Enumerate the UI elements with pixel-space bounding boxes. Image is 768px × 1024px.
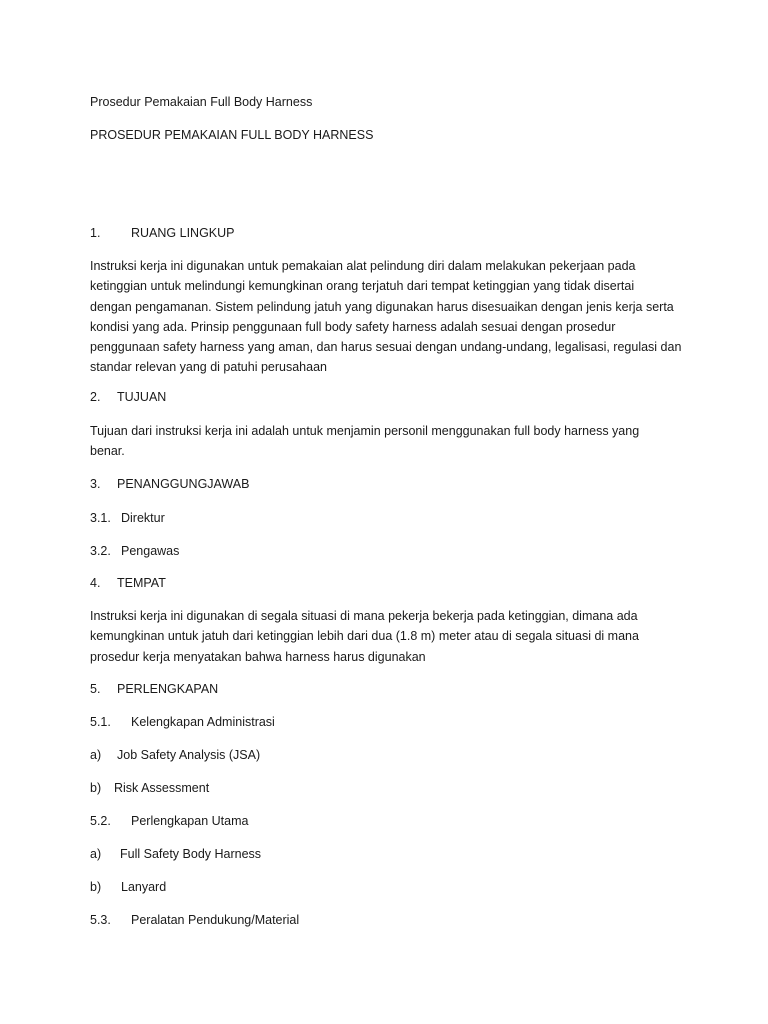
section-label: Perlengkapan Utama <box>131 814 249 828</box>
paragraph-line: Tujuan dari instruksi kerja ini adalah untuk menjamin personil menggunakan full body harness yang <box>90 424 640 438</box>
paragraph-line: standar relevan yang di patuhi perusahaan <box>90 360 327 375</box>
subsection-5-1 <box>90 712 275 732</box>
section-label: Pengawas <box>121 544 180 558</box>
section-number: 4. <box>90 576 101 590</box>
list-marker: b) <box>90 781 102 795</box>
list-marker: b) <box>90 880 102 894</box>
section-label: Direktur <box>121 511 165 525</box>
section-number: 5.2. <box>90 814 111 828</box>
section-4-paragraph <box>90 606 690 667</box>
list-item-label: Lanyard <box>121 880 167 894</box>
list-marker: a) <box>90 847 102 861</box>
section-label: RUANG LINGKUP <box>131 226 235 240</box>
document-heading: PROSEDUR PEMAKAIAN FULL BODY HARNESS <box>90 128 374 142</box>
subsection-5-3 <box>90 910 299 930</box>
list-item-5-1-a <box>90 745 260 765</box>
section-label: PERLENGKAPAN <box>117 682 219 696</box>
section-number: 3.1. <box>90 511 111 525</box>
section-number: 5.1. <box>90 715 111 729</box>
section-1-heading <box>90 223 235 243</box>
section-label: TEMPAT <box>117 576 166 590</box>
section-number: 2. <box>90 390 101 404</box>
section-2-heading <box>90 387 166 407</box>
section-label: PENANGGUNGJAWAB <box>117 477 250 491</box>
paragraph-line: ketinggian untuk melindungi kemungkinan orang terjatuh dari tempat ketinggian yang tidak disertai <box>90 279 635 294</box>
section-5-heading <box>90 679 218 699</box>
section-label: Kelengkapan Administrasi <box>131 715 275 729</box>
paragraph-line: Instruksi kerja ini digunakan untuk pemakaian alat pelindung diri dalam melakukan pekerjaan pada <box>90 259 636 273</box>
document-title: Prosedur Pemakaian Full Body Harness <box>90 95 313 109</box>
section-3-heading <box>90 474 249 494</box>
section-4-heading <box>90 573 166 593</box>
paragraph-line: prosedur kerja menyatakan bahwa harness harus digunakan <box>90 649 426 664</box>
section-label: Peralatan Pendukung/Material <box>131 913 300 927</box>
list-item-label: Full Safety Body Harness <box>120 847 262 861</box>
paragraph-line: Instruksi kerja ini digunakan di segala situasi di mana pekerja bekerja pada ketinggian, dimana ada <box>90 609 638 623</box>
list-item-label: Job Safety Analysis (JSA) <box>117 748 261 762</box>
paragraph-line: kemungkinan untuk jatuh dari ketinggian lebih dari dua (1.8 m) meter atau di segala situasi di mana <box>90 629 639 644</box>
paragraph-line: benar. <box>90 444 125 459</box>
list-item-5-2-b <box>90 877 166 897</box>
section-1-paragraph <box>90 256 690 378</box>
section-number: 3. <box>90 477 101 491</box>
list-item-5-1-b <box>90 778 209 798</box>
section-number: 5.3. <box>90 913 111 927</box>
list-marker: a) <box>90 748 102 762</box>
paragraph-line: kondisi yang ada. Prinsip penggunaan full body safety harness adalah sesuai dengan prosedur <box>90 319 616 334</box>
section-number: 5. <box>90 682 101 696</box>
subsection-5-2 <box>90 811 248 831</box>
list-item-label: Risk Assessment <box>114 781 210 795</box>
section-label: TUJUAN <box>117 390 167 404</box>
section-2-paragraph <box>90 421 690 462</box>
paragraph-line: dengan pengamanan. Sistem pelindung jatuh yang digunakan harus disesuaikan dengan jenis kerja serta <box>90 299 674 314</box>
list-item-5-2-a <box>90 844 261 864</box>
section-number: 3.2. <box>90 544 111 558</box>
paragraph-line: penggunaan safety harness yang aman, dan harus sesuai dengan undang-undang, legalisasi, regulasi dan <box>90 340 682 355</box>
subsection-3-1 <box>90 508 165 528</box>
subsection-3-2 <box>90 541 179 561</box>
section-number: 1. <box>90 226 101 240</box>
